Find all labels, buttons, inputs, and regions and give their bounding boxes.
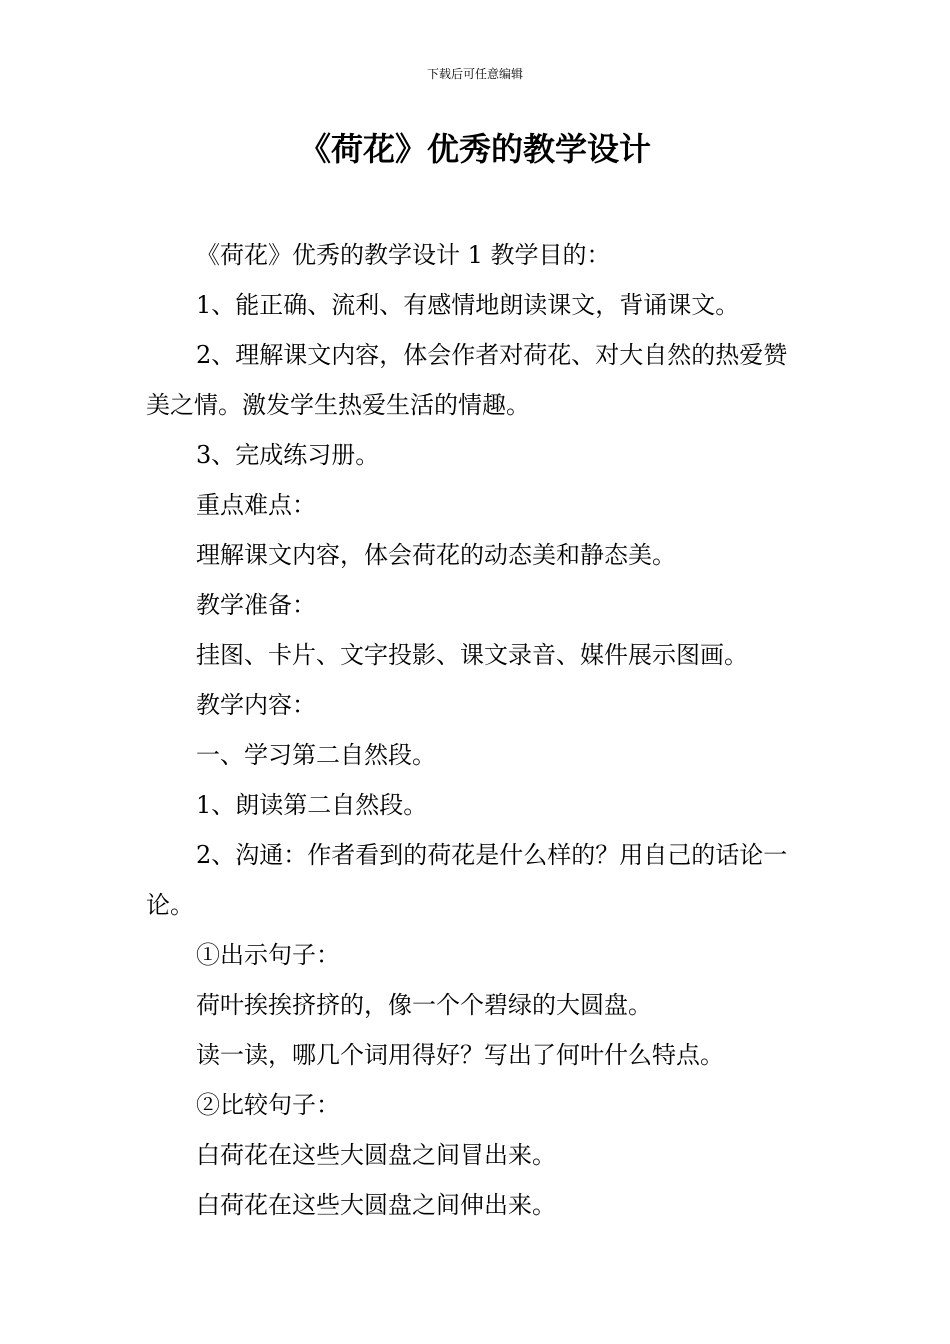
- paragraph-step-2: 2、沟通：作者看到的荷花是什么样的？用自己的话论一论。: [146, 841, 788, 919]
- paragraph-step-1: 1、朗读第二自然段。: [196, 791, 428, 819]
- paragraph-key-points: 理解课文内容，体会荷花的动态美和静态美。: [196, 541, 676, 569]
- paragraph-preparation: 挂图、卡片、文字投影、课文录音、媒件展示图画。: [196, 641, 748, 669]
- paragraph-sentence-leaves: 荷叶挨挨挤挤的，像一个个碧绿的大圆盘。: [196, 991, 652, 1019]
- paragraph-intro: 《荷花》优秀的教学设计 1 教学目的：: [196, 241, 611, 269]
- paragraph-preparation-heading: 教学准备：: [196, 591, 316, 619]
- paragraph-goal-1: 1、能正确、流利、有感情地朗读课文，背诵课文。: [196, 291, 740, 319]
- paragraph-content-heading: 教学内容：: [196, 691, 316, 719]
- header-note: 下载后可任意编辑: [426, 67, 523, 81]
- document-title: 《荷花》优秀的教学设计: [298, 130, 651, 168]
- paragraph-goal-3: 3、完成练习册。: [196, 441, 380, 469]
- paragraph-goal-2: 2、理解课文内容，体会作者对荷花、对大自然的热爱赞美之情。激发学生热爱生活的情趣。: [146, 341, 788, 419]
- paragraph-section-1: 一、学习第二自然段。: [196, 741, 436, 769]
- paragraph-show-sentence: ①出示句子：: [196, 941, 340, 969]
- document-body: [146, 230, 810, 1230]
- paragraph-compare-heading: ②比较句子：: [196, 1091, 340, 1119]
- paragraph-compare-sentence-1: 白荷花在这些大圆盘之间冒出来。: [196, 1141, 556, 1169]
- paragraph-compare-sentence-2: 白荷花在这些大圆盘之间伸出来。: [196, 1191, 556, 1219]
- paragraph-read-question: 读一读，哪几个词用得好？写出了何叶什么特点。: [196, 1041, 724, 1069]
- paragraph-key-points-heading: 重点难点：: [196, 491, 316, 519]
